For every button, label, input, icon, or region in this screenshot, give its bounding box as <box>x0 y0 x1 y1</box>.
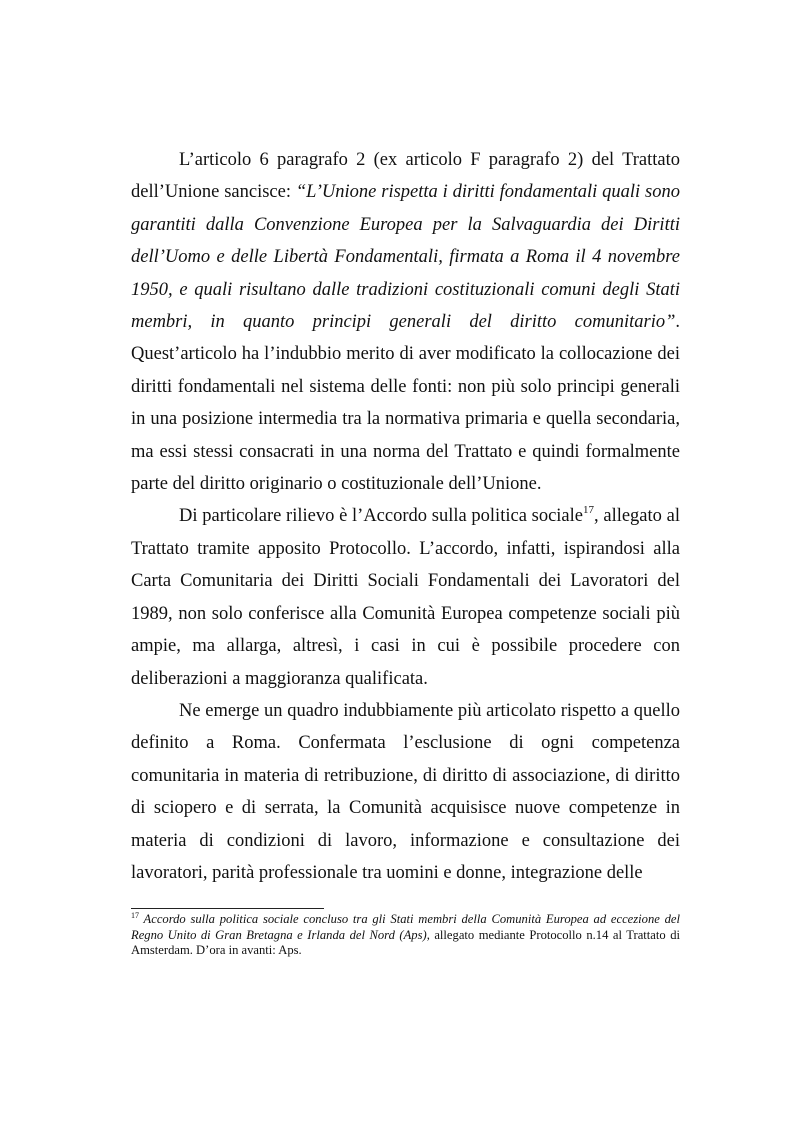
footnote-reference[interactable]: 17 <box>583 504 594 517</box>
footnote-text: , allegato mediante Protocollo n.14 al Trattato di Amsterdam. D’ora in avanti: Aps. <box>131 927 680 957</box>
footnote <box>131 912 680 959</box>
footnote-number: 17 <box>131 911 139 920</box>
paragraph-social-policy-agreement <box>131 500 680 694</box>
footnote-italic-text: Accordo sulla politica sociale concluso tra gli Stati membri della Comunità Europea ad eccezione del Regno Unito di Gran Bretagna e Irlanda del Nord (Aps) <box>131 912 680 942</box>
document-body <box>131 144 680 889</box>
paragraph-text: L’articolo 6 paragrafo 2 (ex articolo F paragrafo 2) del Trattato dell’Unione sancisce: <box>131 150 680 203</box>
paragraph-text: Ne emerge un quadro indubbiamente più articolato rispetto a quello definito a Roma. Confermata l’esclusione di ogni competenza comunitaria in materia di retribuzione, di diritto di associazione, di diritto di sciopero e di serrata, la Comunità acquisisce nuove competenze in materia di condizioni di lavoro, informazione e consultazione dei lavoratori, parità professionale tra uomini e donne, integrazione delle <box>131 700 680 883</box>
paragraph-new-competences <box>131 695 680 889</box>
paragraph-text: Di particolare rilievo è l’Accordo sulla politica sociale <box>179 506 583 527</box>
treaty-quotation: “L’Unione rispetta i diritti fondamentali quali sono garantiti dalla Convenzione Europea per la Salvaguardia dei Diritti dell’Uomo e delle Libertà Fondamentali, firmata a Roma il 4 novembre 1950, e quali risultano dalle tradizioni costituzionali comuni degli Stati membri, in quanto principi generali del diritto comunitario” <box>131 182 680 333</box>
paragraph-text: . Quest’articolo ha l’indubbio merito di aver modificato la collocazione dei diritti fondamentali nel sistema delle fonti: non più solo principi generali in una posizione intermedia tra la normativa primaria e quella secondaria, ma essi stessi consacrati in una norma del Trattato e quindi formalmente parte del diritto originario o costituzionale dell’Unione. <box>131 312 680 495</box>
paragraph-text: , allegato al Trattato tramite apposito Protocollo. L’accordo, infatti, ispirandosi alla Carta Comunitaria dei Diritti Sociali Fondamentali dei Lavoratori del 1989, non solo conferisce alla Comunità Europea competenze sociali più ampie, ma allarga, altresì, i casi in cui è possibile procedere con deliberazioni a maggioranza qualificata. <box>131 506 680 689</box>
footnote-separator <box>131 908 324 909</box>
paragraph-article-6 <box>131 144 680 500</box>
